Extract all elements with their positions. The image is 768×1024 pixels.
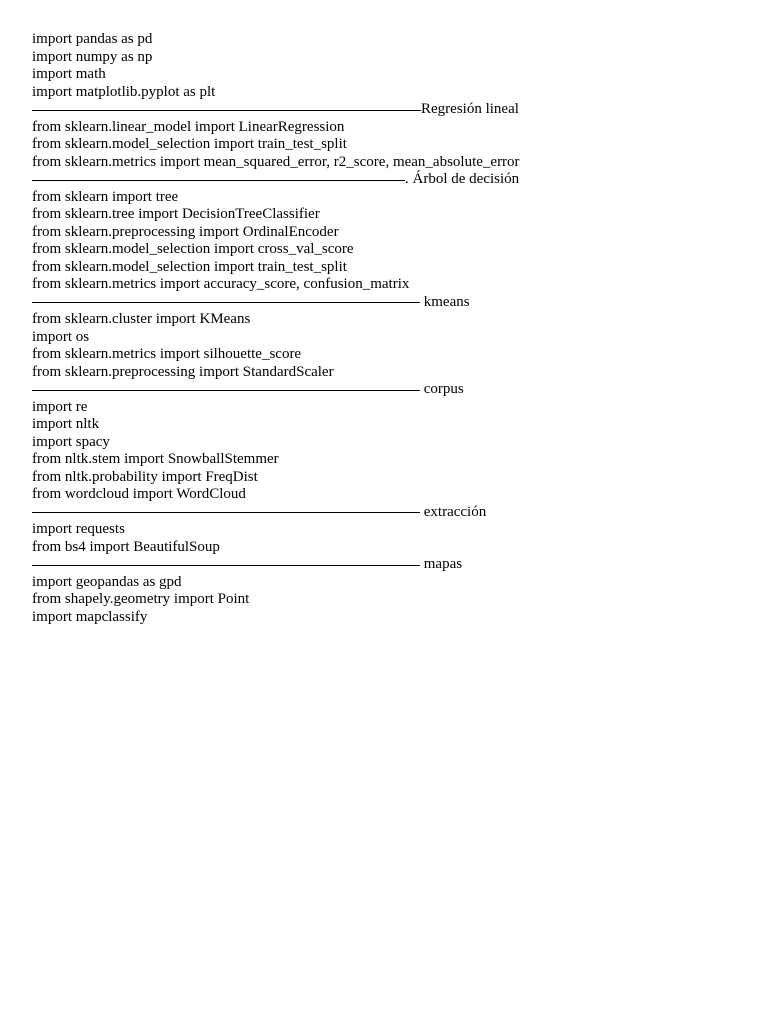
code-line: import geopandas as gpd [32,573,182,590]
section-separator [32,101,732,119]
section-separator [32,294,732,312]
code-line: from sklearn.model_selection import cross_val_score [32,241,354,257]
code-line: from sklearn.metrics import silhouette_score [32,346,302,362]
code-line: from sklearn.model_selection import train_test_split [32,136,347,152]
section-label: . Árbol de decisión [405,171,520,187]
code-line: import spacy [32,433,110,450]
code-line: import nltk [32,416,100,432]
code-line: import numpy as np [32,48,153,65]
code-line: import matplotlib.pyplot as plt [32,83,216,100]
code-line: from sklearn.preprocessing import StandardScaler [32,363,334,380]
section-separator [32,171,732,189]
separator-rule [32,180,405,181]
code-line: import re [32,398,88,415]
separator-rule [32,565,420,566]
code-line: from nltk.probability import FreqDist [32,468,258,485]
code-line: import requests [32,521,125,537]
separator-rule [32,302,420,303]
code-line: from shapely.geometry import Point [32,591,250,607]
section-label: Regresión lineal [421,101,519,117]
code-line: import pandas as pd [32,31,153,47]
section-label: kmeans [420,293,470,310]
separator-rule [32,390,420,391]
section-separator [32,381,732,399]
section-separator [32,504,732,522]
code-line: import math [32,66,106,82]
code-line: from sklearn.metrics import mean_squared_error, r2_score, mean_absolute_error [32,153,520,170]
section-label: corpus [420,381,464,397]
code-line: from sklearn.metrics import accuracy_score, confusion_matrix [32,276,410,292]
code-line: from sklearn.cluster import KMeans [32,311,251,327]
code-line: from sklearn.linear_model import LinearRegression [32,118,345,135]
code-line: from sklearn.preprocessing import OrdinalEncoder [32,223,339,240]
section-label: mapas [420,556,463,572]
separator-rule [32,110,421,111]
code-line: from sklearn.model_selection import train_test_split [32,258,347,275]
code-line: from sklearn import tree [32,188,179,205]
code-line: from wordcloud import WordCloud [32,486,246,502]
section-separator [32,556,732,574]
code-line: import os [32,328,90,345]
separator-rule [32,512,420,513]
section-label: extracción [420,503,487,520]
code-line: from nltk.stem import SnowballStemmer [32,451,279,467]
document-body [32,31,732,626]
code-line: import mapclassify [32,608,148,625]
code-line: from bs4 import BeautifulSoup [32,538,220,555]
code-line: from sklearn.tree import DecisionTreeClassifier [32,206,320,222]
